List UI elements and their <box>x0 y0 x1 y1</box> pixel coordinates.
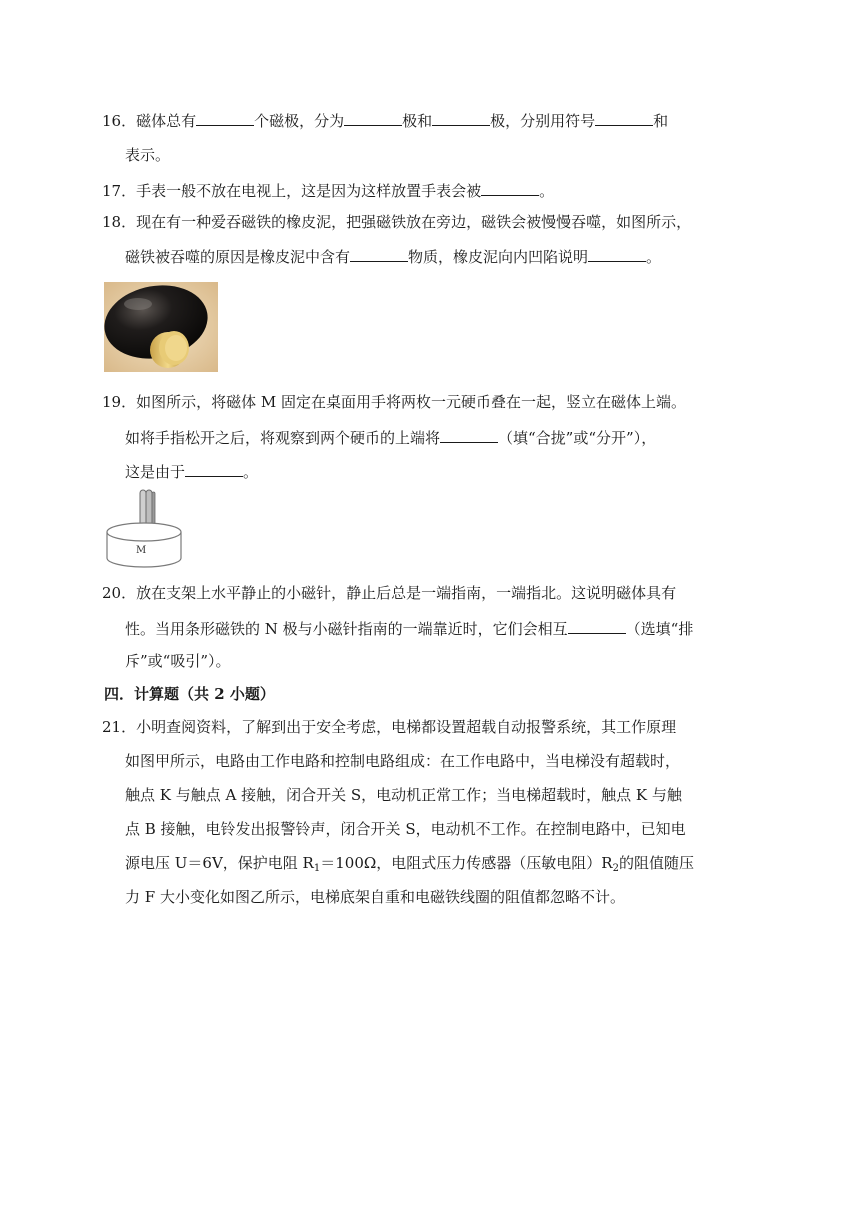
q19-magnet-coins-figure <box>104 488 184 570</box>
q16-text: 表示。 <box>125 146 171 164</box>
r1-subscript: 1 <box>313 863 321 874</box>
q20-text: 放在支架上水平静止的小磁针，静止后总是一端指南，一端指北。这说明磁体具有 <box>136 584 677 602</box>
q19-text: 。 <box>243 463 259 481</box>
q21-text: 小明查阅资料，了解到出于安全考虑，电梯都设置超载自动报警系统，其工作原理 <box>136 718 677 736</box>
q16-text: 磁体总有 <box>136 112 197 130</box>
q21-text: 点 B 接触，电铃发出报警铃声，闭合开关 S，电动机不工作。在控制电路中，已知电 <box>125 820 686 838</box>
q20-text: 斥”或“吸引”）。 <box>125 652 231 670</box>
q19-text: （填“合拢”或“分开”）， <box>498 429 657 447</box>
q20-text: （选填“排 <box>625 620 694 638</box>
q17-blank-1[interactable] <box>481 180 539 196</box>
q21-text: ＝100Ω，电阻式压力传感器（压敏电阻）R <box>320 854 613 872</box>
q21-line2 <box>125 751 680 771</box>
q19-line1 <box>102 392 686 412</box>
q16-text: 和 <box>653 112 669 130</box>
q17-text: 。 <box>539 182 555 200</box>
q16-text: 个磁极，分为 <box>254 112 345 130</box>
q21-text: 力 F 大小变化如图乙所示，电梯底架自重和电磁铁线圈的阻值都忽略不计。 <box>125 888 625 906</box>
q18-blank-1[interactable] <box>350 246 408 262</box>
q18-number: 18． <box>102 213 137 231</box>
q21-line1 <box>102 717 676 737</box>
q17-line1 <box>102 180 554 201</box>
q21-line4 <box>125 819 686 839</box>
q19-blank-2[interactable] <box>185 461 243 477</box>
q20-line2 <box>125 618 693 639</box>
q16-line1 <box>102 110 668 131</box>
q20-blank-1[interactable] <box>568 618 626 634</box>
q19-magnet-label: M <box>136 545 147 556</box>
q16-line2 <box>125 145 170 165</box>
q19-number: 19． <box>102 393 137 411</box>
q17-number: 17． <box>102 182 137 200</box>
q18-line1 <box>102 212 691 232</box>
q18-text: 磁铁被吞噬的原因是橡皮泥中含有 <box>125 248 351 266</box>
section-heading: 四．计算题（共 2 小题） <box>104 685 275 703</box>
q18-line2 <box>125 246 661 267</box>
q20-text: 性。当用条形磁铁的 N 极与小磁针指南的一端靠近时，它们会相互 <box>125 620 568 638</box>
q21-line3 <box>125 785 682 805</box>
q19-line2 <box>125 427 656 448</box>
r2-subscript: 2 <box>612 863 619 874</box>
q19-text: 如图所示，将磁体 M 固定在桌面用手将两枚一元硬币叠在一起，竖立在磁体上端。 <box>136 393 686 411</box>
q21-line5 <box>125 853 694 873</box>
q18-text: 物质，橡皮泥向内凹陷说明 <box>408 248 589 266</box>
q18-text: 。 <box>646 248 662 266</box>
q19-text: 如将手指松开之后，将观察到两个硬币的上端将 <box>125 429 441 447</box>
q16-number: 16． <box>102 112 137 130</box>
q21-text: 的阻值随压 <box>618 854 694 872</box>
q19-text: 这是由于 <box>125 463 186 481</box>
q20-number: 20． <box>102 584 137 602</box>
q19-line3 <box>125 461 258 482</box>
q18-putty-magnet-image <box>104 282 218 372</box>
q19-blank-1[interactable] <box>440 427 498 443</box>
q16-text: 极，分别用符号 <box>490 112 596 130</box>
q17-text: 手表一般不放在电视上，这是因为这样放置手表会被 <box>136 182 482 200</box>
q18-text: 现在有一种爱吞磁铁的橡皮泥，把强磁铁放在旁边，磁铁会被慢慢吞噬，如图所示， <box>136 213 692 231</box>
q21-text: 源电压 U＝6V，保护电阻 R <box>125 854 314 872</box>
q20-line1 <box>102 583 676 603</box>
q16-blank-4[interactable] <box>595 110 653 126</box>
q16-text: 极和 <box>402 112 433 130</box>
q21-number: 21． <box>102 718 137 736</box>
q21-text: 触点 K 与触点 A 接触，闭合开关 S，电动机正常工作；当电梯超载时，触点 K 与触 <box>125 786 682 804</box>
q20-line3 <box>125 651 231 671</box>
q21-line6 <box>125 887 625 907</box>
q16-blank-1[interactable] <box>196 110 254 126</box>
q21-text: 如图甲所示，电路由工作电路和控制电路组成：在工作电路中，当电梯没有超载时， <box>125 752 681 770</box>
q16-blank-2[interactable] <box>344 110 402 126</box>
q18-blank-2[interactable] <box>588 246 646 262</box>
q16-blank-3[interactable] <box>432 110 490 126</box>
